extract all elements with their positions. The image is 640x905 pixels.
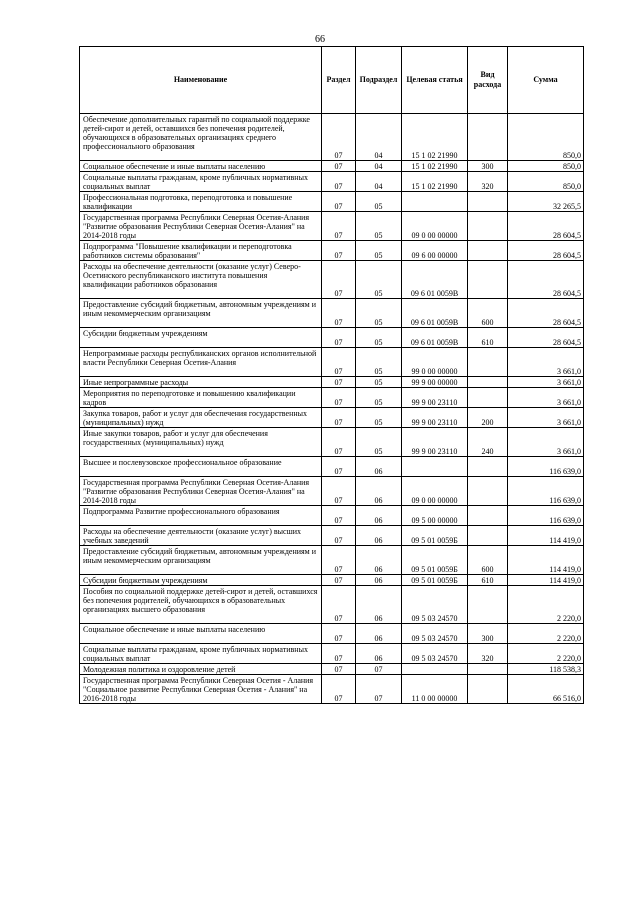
row-sum: 850,0 (508, 172, 584, 192)
row-name: Предоставление субсидий бюджетным, автономным учреждениям и иным некоммерческим организациям (80, 299, 322, 328)
row-sum: 3 661,0 (508, 388, 584, 408)
row-razdel: 07 (322, 299, 356, 328)
row-name: Закупка товаров, работ и услуг для обеспечения государственных (муниципальных) нужд (80, 408, 322, 428)
row-sum: 116 639,0 (508, 506, 584, 526)
row-name: Мероприятия по переподготовке и повышению квалификации кадров (80, 388, 322, 408)
row-sum: 32 265,5 (508, 192, 584, 212)
row-sum: 116 639,0 (508, 457, 584, 477)
row-podrazdel: 06 (356, 586, 402, 624)
row-podrazdel: 05 (356, 328, 402, 348)
row-podrazdel: 05 (356, 348, 402, 377)
table-row (80, 506, 584, 526)
row-target: 99 0 00 00000 (402, 348, 468, 377)
row-razdel: 07 (322, 408, 356, 428)
row-vid: 320 (468, 172, 508, 192)
row-target: 99 9 00 23110 (402, 428, 468, 457)
table-row (80, 457, 584, 477)
row-sum: 850,0 (508, 114, 584, 161)
row-razdel: 07 (322, 212, 356, 241)
row-podrazdel: 04 (356, 172, 402, 192)
row-vid: 320 (468, 644, 508, 664)
row-target: 11 0 00 00000 (402, 675, 468, 704)
row-razdel: 07 (322, 114, 356, 161)
row-razdel: 07 (322, 546, 356, 575)
row-razdel: 07 (322, 624, 356, 644)
row-razdel: 07 (322, 328, 356, 348)
row-razdel: 07 (322, 664, 356, 675)
row-name: Государственная программа Республики Северная Осетия-Алания "Развитие образования Республики Северная Осетия-Алания" на 2014-2018 годы (80, 477, 322, 506)
table-row (80, 261, 584, 299)
row-target: 15 1 02 21990 (402, 161, 468, 172)
row-sum: 2 220,0 (508, 644, 584, 664)
row-sum: 2 220,0 (508, 586, 584, 624)
row-target: 99 9 00 23110 (402, 388, 468, 408)
row-vid: 600 (468, 546, 508, 575)
row-name: Социальные выплаты гражданам, кроме публичных нормативных социальных выплат (80, 172, 322, 192)
row-razdel: 07 (322, 161, 356, 172)
row-target (402, 664, 468, 675)
row-name: Профессиональная подготовка, переподготовка и повышение квалификации (80, 192, 322, 212)
row-podrazdel: 05 (356, 428, 402, 457)
row-podrazdel: 07 (356, 675, 402, 704)
row-vid (468, 506, 508, 526)
row-target: 99 9 00 23110 (402, 408, 468, 428)
table-header-row (80, 47, 584, 114)
table-row (80, 114, 584, 161)
row-podrazdel: 04 (356, 161, 402, 172)
table-row (80, 212, 584, 241)
row-target (402, 457, 468, 477)
row-vid (468, 261, 508, 299)
row-sum: 28 604,5 (508, 299, 584, 328)
row-name: Подпрограмма "Повышение квалификации и переподготовка работников системы образования" (80, 241, 322, 261)
row-target: 09 6 01 0059В (402, 299, 468, 328)
row-name: Государственная программа Республики Северная Осетия-Алания "Развитие образования Республики Северная Осетия-Алания" на 2014-2018 годы (80, 212, 322, 241)
row-razdel: 07 (322, 428, 356, 457)
row-name: Расходы на обеспечение деятельности (оказание услуг) Северо-Осетинского республиканского института повышения квалификации работников образования (80, 261, 322, 299)
row-razdel: 07 (322, 261, 356, 299)
row-target: 09 5 01 0059Б (402, 575, 468, 586)
table-row (80, 546, 584, 575)
table-row (80, 161, 584, 172)
row-sum: 114 419,0 (508, 546, 584, 575)
row-razdel: 07 (322, 241, 356, 261)
row-sum: 3 661,0 (508, 348, 584, 377)
row-vid: 240 (468, 428, 508, 457)
row-razdel: 07 (322, 477, 356, 506)
row-vid (468, 477, 508, 506)
row-sum: 3 661,0 (508, 428, 584, 457)
row-podrazdel: 05 (356, 241, 402, 261)
row-razdel: 07 (322, 586, 356, 624)
row-podrazdel: 06 (356, 506, 402, 526)
row-razdel: 07 (322, 575, 356, 586)
row-sum: 3 661,0 (508, 408, 584, 428)
row-razdel: 07 (322, 457, 356, 477)
row-vid (468, 457, 508, 477)
row-podrazdel: 05 (356, 192, 402, 212)
row-vid: 610 (468, 575, 508, 586)
table-row (80, 624, 584, 644)
table-row (80, 664, 584, 675)
row-target: 09 6 00 00000 (402, 241, 468, 261)
row-podrazdel: 05 (356, 388, 402, 408)
table-row (80, 388, 584, 408)
page-number: 66 (315, 34, 325, 45)
row-vid (468, 192, 508, 212)
row-name: Обеспечение дополнительных гарантий по социальной поддержке детей-сирот и детей, оставшихся без попечения родителей, обучающихся в образовательных организациях среднего профессионального образования (80, 114, 322, 161)
row-sum: 28 604,5 (508, 328, 584, 348)
row-sum: 28 604,5 (508, 212, 584, 241)
row-sum: 118 538,3 (508, 664, 584, 675)
row-sum: 66 516,0 (508, 675, 584, 704)
header-vid: Вид расхода (468, 47, 508, 114)
row-sum: 28 604,5 (508, 241, 584, 261)
row-podrazdel: 06 (356, 546, 402, 575)
header-name: Наименование (80, 47, 322, 114)
row-podrazdel: 04 (356, 114, 402, 161)
row-vid (468, 586, 508, 624)
row-vid: 300 (468, 624, 508, 644)
table-row (80, 526, 584, 546)
row-vid (468, 664, 508, 675)
row-name: Предоставление субсидий бюджетным, автономным учреждениям и иным некоммерческим организациям (80, 546, 322, 575)
row-razdel: 07 (322, 377, 356, 388)
row-podrazdel: 05 (356, 408, 402, 428)
table-row (80, 428, 584, 457)
row-podrazdel: 05 (356, 299, 402, 328)
row-target: 09 6 01 0059В (402, 261, 468, 299)
row-podrazdel: 06 (356, 457, 402, 477)
table-row (80, 348, 584, 377)
header-razdel: Раздел (322, 47, 356, 114)
row-name: Социальное обеспечение и иные выплаты населению (80, 161, 322, 172)
row-target: 09 0 00 00000 (402, 477, 468, 506)
table-row (80, 377, 584, 388)
row-vid (468, 241, 508, 261)
row-podrazdel: 05 (356, 261, 402, 299)
table-row (80, 644, 584, 664)
table-row (80, 241, 584, 261)
row-target (402, 192, 468, 212)
table-row (80, 477, 584, 506)
row-vid: 300 (468, 161, 508, 172)
row-vid (468, 212, 508, 241)
row-sum: 114 419,0 (508, 575, 584, 586)
header-target: Целевая статья (402, 47, 468, 114)
row-target: 09 0 00 00000 (402, 212, 468, 241)
row-name: Субсидии бюджетным учреждениям (80, 575, 322, 586)
table-row (80, 172, 584, 192)
row-name: Молодежная политика и оздоровление детей (80, 664, 322, 675)
row-name: Расходы на обеспечение деятельности (оказание услуг) высших учебных заведений (80, 526, 322, 546)
row-sum: 28 604,5 (508, 261, 584, 299)
row-podrazdel: 06 (356, 624, 402, 644)
row-target: 15 1 02 21990 (402, 172, 468, 192)
budget-table (79, 46, 584, 704)
table-row (80, 675, 584, 704)
row-razdel: 07 (322, 644, 356, 664)
row-name: Иные непрограммные расходы (80, 377, 322, 388)
row-razdel: 07 (322, 526, 356, 546)
row-target: 09 6 01 0059В (402, 328, 468, 348)
row-sum: 850,0 (508, 161, 584, 172)
row-vid (468, 114, 508, 161)
row-name: Непрограммные расходы республиканских органов исполнительной власти Республики Северная Осетия-Алания (80, 348, 322, 377)
row-target: 09 5 03 24570 (402, 586, 468, 624)
row-vid (468, 388, 508, 408)
header-podrazdel: Подраздел (356, 47, 402, 114)
table-row (80, 192, 584, 212)
header-sum: Сумма (508, 47, 584, 114)
table-row (80, 575, 584, 586)
row-name: Социальное обеспечение и иные выплаты населению (80, 624, 322, 644)
row-razdel: 07 (322, 192, 356, 212)
row-vid: 610 (468, 328, 508, 348)
row-vid (468, 377, 508, 388)
table-row (80, 299, 584, 328)
row-name: Социальные выплаты гражданам, кроме публичных нормативных социальных выплат (80, 644, 322, 664)
row-podrazdel: 06 (356, 644, 402, 664)
row-razdel: 07 (322, 388, 356, 408)
row-razdel: 07 (322, 172, 356, 192)
row-podrazdel: 05 (356, 377, 402, 388)
row-razdel: 07 (322, 506, 356, 526)
row-name: Субсидии бюджетным учреждениям (80, 328, 322, 348)
row-vid: 600 (468, 299, 508, 328)
row-razdel: 07 (322, 675, 356, 704)
row-target: 09 5 01 0059Б (402, 526, 468, 546)
row-vid (468, 675, 508, 704)
row-podrazdel: 06 (356, 526, 402, 546)
row-name: Пособия по социальной поддержке детей-сирот и детей, оставшихся без попечения родителей, обучающихся в образовательных организациях высшего образования (80, 586, 322, 624)
row-podrazdel: 06 (356, 575, 402, 586)
row-sum: 116 639,0 (508, 477, 584, 506)
row-podrazdel: 06 (356, 477, 402, 506)
row-podrazdel: 05 (356, 212, 402, 241)
row-target: 09 5 03 24570 (402, 624, 468, 644)
row-name: Высшее и послевузовское профессиональное образование (80, 457, 322, 477)
row-name: Подпрограмма Развитие профессионального образования (80, 506, 322, 526)
row-name: Государственная программа Республики Северная Осетия - Алания "Социальное развитие Республики Северная Осетия - Алания" на 2016-2018 годы (80, 675, 322, 704)
row-sum: 3 661,0 (508, 377, 584, 388)
row-razdel: 07 (322, 348, 356, 377)
row-podrazdel: 07 (356, 664, 402, 675)
row-vid (468, 348, 508, 377)
row-sum: 114 419,0 (508, 526, 584, 546)
row-target: 09 5 00 00000 (402, 506, 468, 526)
row-vid: 200 (468, 408, 508, 428)
row-sum: 2 220,0 (508, 624, 584, 644)
row-target: 09 5 03 24570 (402, 644, 468, 664)
table-row (80, 586, 584, 624)
table-row (80, 328, 584, 348)
row-target: 99 9 00 00000 (402, 377, 468, 388)
row-target: 09 5 01 0059Б (402, 546, 468, 575)
row-name: Иные закупки товаров, работ и услуг для обеспечения государственных (муниципальных) нужд (80, 428, 322, 457)
row-target: 15 1 02 21990 (402, 114, 468, 161)
row-vid (468, 526, 508, 546)
table-row (80, 408, 584, 428)
